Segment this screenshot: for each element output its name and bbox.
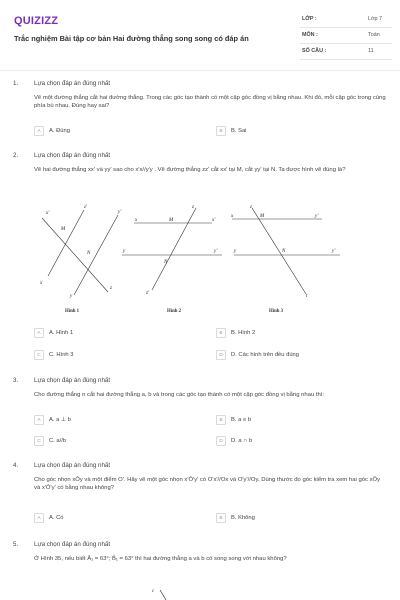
label-x: x bbox=[40, 281, 43, 286]
question-lead: Lựa chọn đáp án đúng nhất bbox=[34, 541, 111, 548]
figure-caption: Hình 1 bbox=[65, 309, 79, 314]
label-y-prime: y' bbox=[315, 214, 319, 219]
meta-row-subject bbox=[300, 28, 392, 44]
option-b[interactable] bbox=[216, 415, 251, 425]
page-title: Trắc nghiệm Bài tập cơ bản Hai đường thẳng song song có đáp án bbox=[14, 34, 249, 43]
label-z: z bbox=[192, 205, 194, 210]
line-zz bbox=[48, 210, 84, 276]
question-number: 2. bbox=[13, 152, 19, 159]
label-x: x bbox=[231, 214, 234, 219]
meta-table bbox=[300, 12, 392, 60]
label-c: c bbox=[152, 589, 155, 594]
option-c[interactable] bbox=[34, 350, 74, 360]
line-c bbox=[160, 590, 166, 600]
line-zz bbox=[152, 208, 196, 290]
figure-3 bbox=[230, 205, 340, 314]
question-text: Cho đường thẳng n cắt hai đường thẳng a, b và trong các góc tạo thành có một cặp góc đồng vị bằng nhau thì: bbox=[34, 392, 325, 398]
label-y-prime: y' bbox=[214, 249, 218, 254]
option-text: C. Hình 3 bbox=[49, 352, 74, 358]
question-number: 1. bbox=[13, 80, 19, 87]
option-text: B. Hình 2 bbox=[231, 330, 256, 336]
option-letter: B bbox=[216, 415, 226, 425]
meta-key: MÔN : bbox=[302, 32, 318, 38]
meta-row-count bbox=[300, 44, 392, 60]
meta-row-grade bbox=[300, 12, 392, 28]
option-text: B. Không bbox=[231, 515, 255, 521]
line-zz bbox=[252, 208, 306, 294]
question-text: Vẽ hai đường thẳng xx' và yy' sao cho x'x//y'y . Vẽ đường thẳng zz' cắt xx' tại M, cắt yy' tại N. Ta được hình vẽ đúng là? bbox=[34, 167, 346, 173]
option-a[interactable] bbox=[34, 415, 71, 425]
option-text: A. Hình 1 bbox=[49, 330, 74, 336]
question-text: Ở Hình 35, nếu biết Â₁ = 63°; B̂₁ = 63° thì hai đường thẳng a và b có song song với nhau không? bbox=[34, 556, 287, 562]
option-d[interactable] bbox=[216, 350, 299, 360]
line-yy bbox=[74, 215, 118, 295]
meta-value: Lớp 7 bbox=[368, 16, 383, 22]
option-letter: A bbox=[34, 126, 44, 136]
option-b[interactable] bbox=[216, 513, 255, 523]
option-letter: A bbox=[34, 513, 44, 523]
label-x-prime: x' bbox=[46, 211, 50, 216]
quizizz-logo: QUIZIZZ bbox=[14, 15, 59, 27]
label-y-prime: y' bbox=[118, 210, 122, 215]
meta-key: LỚP : bbox=[302, 16, 317, 22]
option-text: C. a//b bbox=[49, 438, 67, 444]
option-letter: B bbox=[216, 513, 226, 523]
option-letter: C bbox=[34, 350, 44, 360]
line-xx bbox=[42, 218, 108, 292]
option-text: B. Sai bbox=[231, 128, 247, 134]
option-text: B. a ≡ b bbox=[231, 417, 252, 423]
question-lead: Lựa chọn đáp án đúng nhất bbox=[34, 80, 111, 87]
question-lead: Lựa chọn đáp án đúng nhất bbox=[34, 377, 111, 384]
meta-value: 11 bbox=[368, 48, 374, 54]
label-y: y bbox=[123, 249, 126, 254]
option-text: D. a ∩ b bbox=[231, 438, 253, 444]
label-z-prime: z' bbox=[84, 205, 88, 210]
label-x-prime: x' bbox=[212, 218, 216, 223]
option-text: D. Các hình trên đều đúng bbox=[231, 352, 299, 358]
question-number: 3. bbox=[13, 377, 19, 384]
question-lead: Lựa chọn đáp án đúng nhất bbox=[34, 462, 111, 469]
option-b[interactable] bbox=[216, 126, 246, 136]
option-letter: B bbox=[216, 126, 226, 136]
question-5-figure bbox=[140, 580, 180, 600]
option-letter: A bbox=[34, 415, 44, 425]
label-z: z bbox=[110, 286, 112, 291]
label-z-prime: z' bbox=[146, 291, 150, 296]
label-m: M bbox=[260, 214, 265, 219]
question-number: 4. bbox=[13, 462, 19, 469]
label-z: z bbox=[250, 205, 252, 210]
label-n: N bbox=[164, 260, 168, 265]
figure-2 bbox=[122, 205, 222, 314]
option-letter: C bbox=[34, 436, 44, 446]
label-n: N bbox=[282, 249, 286, 254]
figure-caption: Hình 2 bbox=[167, 309, 181, 314]
question-number: 5. bbox=[13, 541, 19, 548]
meta-value: Toán bbox=[368, 32, 380, 38]
question-text: Vẽ một đường thẳng cắt hai đường thẳng. Trong các góc tạo thành có một cặp góc đồng vị bằng nhau. Khi đó, mỗi cặp góc trong cùng phía bù nhau. Đúng hay sai? bbox=[34, 95, 386, 110]
option-letter: B bbox=[216, 328, 226, 338]
option-b[interactable] bbox=[216, 328, 255, 338]
option-d[interactable] bbox=[216, 436, 252, 446]
question-text: Cho góc nhọn xÔy và một điểm O'. Hãy vẽ một góc nhọn x'Ô'y' có O'x'//Ox và O'y'//Oy. Dùng thước đo góc kiểm tra xem hai góc xÔy và x'Ô'y' có bằng nhau không? bbox=[34, 477, 381, 492]
option-letter: A bbox=[34, 328, 44, 338]
label-m: M bbox=[61, 227, 66, 232]
option-a[interactable] bbox=[34, 126, 70, 136]
option-text: A. Đúng bbox=[49, 128, 70, 134]
header-divider bbox=[0, 70, 400, 71]
option-c[interactable] bbox=[34, 436, 66, 446]
label-m: M bbox=[169, 218, 174, 223]
figure-caption: Hình 3 bbox=[269, 309, 283, 314]
page-header bbox=[0, 0, 400, 64]
option-text: A. a ⊥ b bbox=[49, 417, 71, 423]
label-y: y bbox=[234, 249, 237, 254]
label-n: N bbox=[87, 251, 91, 256]
label-y: y bbox=[70, 294, 73, 299]
label-y-prime-2: y' bbox=[332, 249, 336, 254]
label-t: t bbox=[306, 294, 308, 299]
option-a[interactable] bbox=[34, 513, 64, 523]
label-x: x bbox=[135, 218, 138, 223]
option-letter: D bbox=[216, 436, 226, 446]
option-letter: D bbox=[216, 350, 226, 360]
question-2-figures bbox=[34, 200, 334, 320]
meta-key: SỐ CÂU : bbox=[302, 48, 327, 54]
option-text: A. Có bbox=[49, 515, 64, 521]
question-lead: Lựa chọn đáp án đúng nhất bbox=[34, 152, 111, 159]
option-a[interactable] bbox=[34, 328, 73, 338]
figure-1 bbox=[39, 205, 122, 314]
